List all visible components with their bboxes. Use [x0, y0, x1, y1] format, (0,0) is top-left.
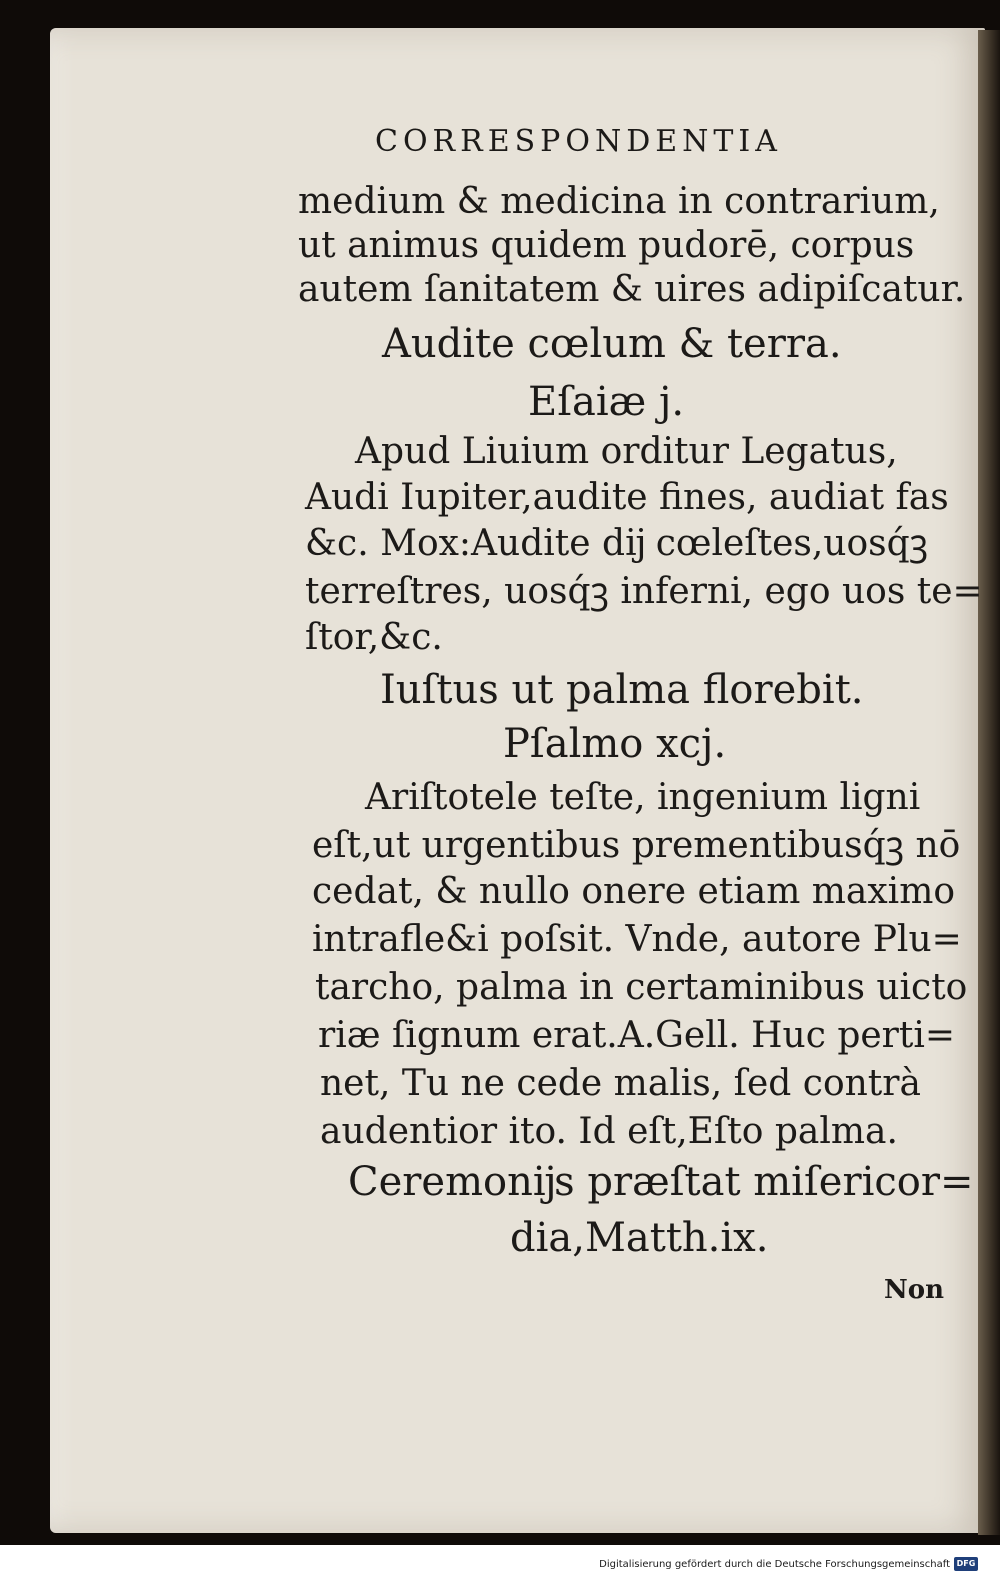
text-line-16: intrafle&i poſsit. Vnde, autore Plu=	[312, 919, 962, 960]
text-line-14: eſt,ut urgentibus prementibusq́ꝫ nō	[312, 825, 961, 866]
text-line-9: terreſtres, uosq́ꝫ inferni, ego uos te=	[305, 571, 983, 612]
text-line-7: Audi Iupiter,audite fines, audiat fas	[305, 477, 949, 518]
heading-audite: Audite cœlum & terra.	[382, 321, 842, 367]
heading-psalmo: Pſalmo xcj.	[503, 721, 727, 767]
text-line-10: ſtor,&c.	[305, 617, 443, 658]
heading-matth: dia,Matth.ix.	[510, 1215, 769, 1261]
text-line-13: Ariſtotele teſte, ingenium ligni	[365, 777, 921, 818]
heading-ceremoniis: Ceremonĳs præſtat miſericor=	[348, 1159, 974, 1205]
text-line-8: &c. Mox:Audite dĳ cœleſtes,uosq́ꝫ	[305, 523, 929, 564]
heading-iustus: Iuſtus ut palma florebit.	[380, 667, 864, 713]
page-edge-shadow	[978, 30, 1000, 1535]
running-head: CORRESPONDENTIA	[375, 124, 782, 159]
heading-esaiae: Eſaiæ j.	[528, 379, 685, 425]
footer-credit: Digitalisierung gefördert durch die Deutsche Forschungsgemeinschaft	[599, 1559, 950, 1570]
text-line-1: medium & medicina in contrarium,	[298, 181, 940, 222]
text-line-3: autem ſanitatem & uires adipiſcatur.	[298, 269, 966, 310]
text-line-6: Apud Liuium orditur Legatus,	[355, 431, 898, 472]
dfg-logo-icon: DFG	[954, 1557, 978, 1571]
text-line-17: tarcho, palma in certaminibus uicto	[315, 967, 968, 1008]
text-line-2: ut animus quidem pudorē, corpus	[298, 225, 915, 266]
digitization-footer	[0, 1545, 1000, 1588]
text-line-15: cedat, & nullo onere etiam maximo	[312, 871, 956, 912]
catchword: Non	[884, 1275, 945, 1305]
text-line-18: riæ ſignum erat.A.Gell. Huc perti=	[318, 1015, 956, 1056]
text-line-20: audentior ito. Id eſt,Eſto palma.	[320, 1111, 898, 1152]
text-line-19: net, Tu ne cede malis, ſed contrà	[320, 1063, 921, 1104]
